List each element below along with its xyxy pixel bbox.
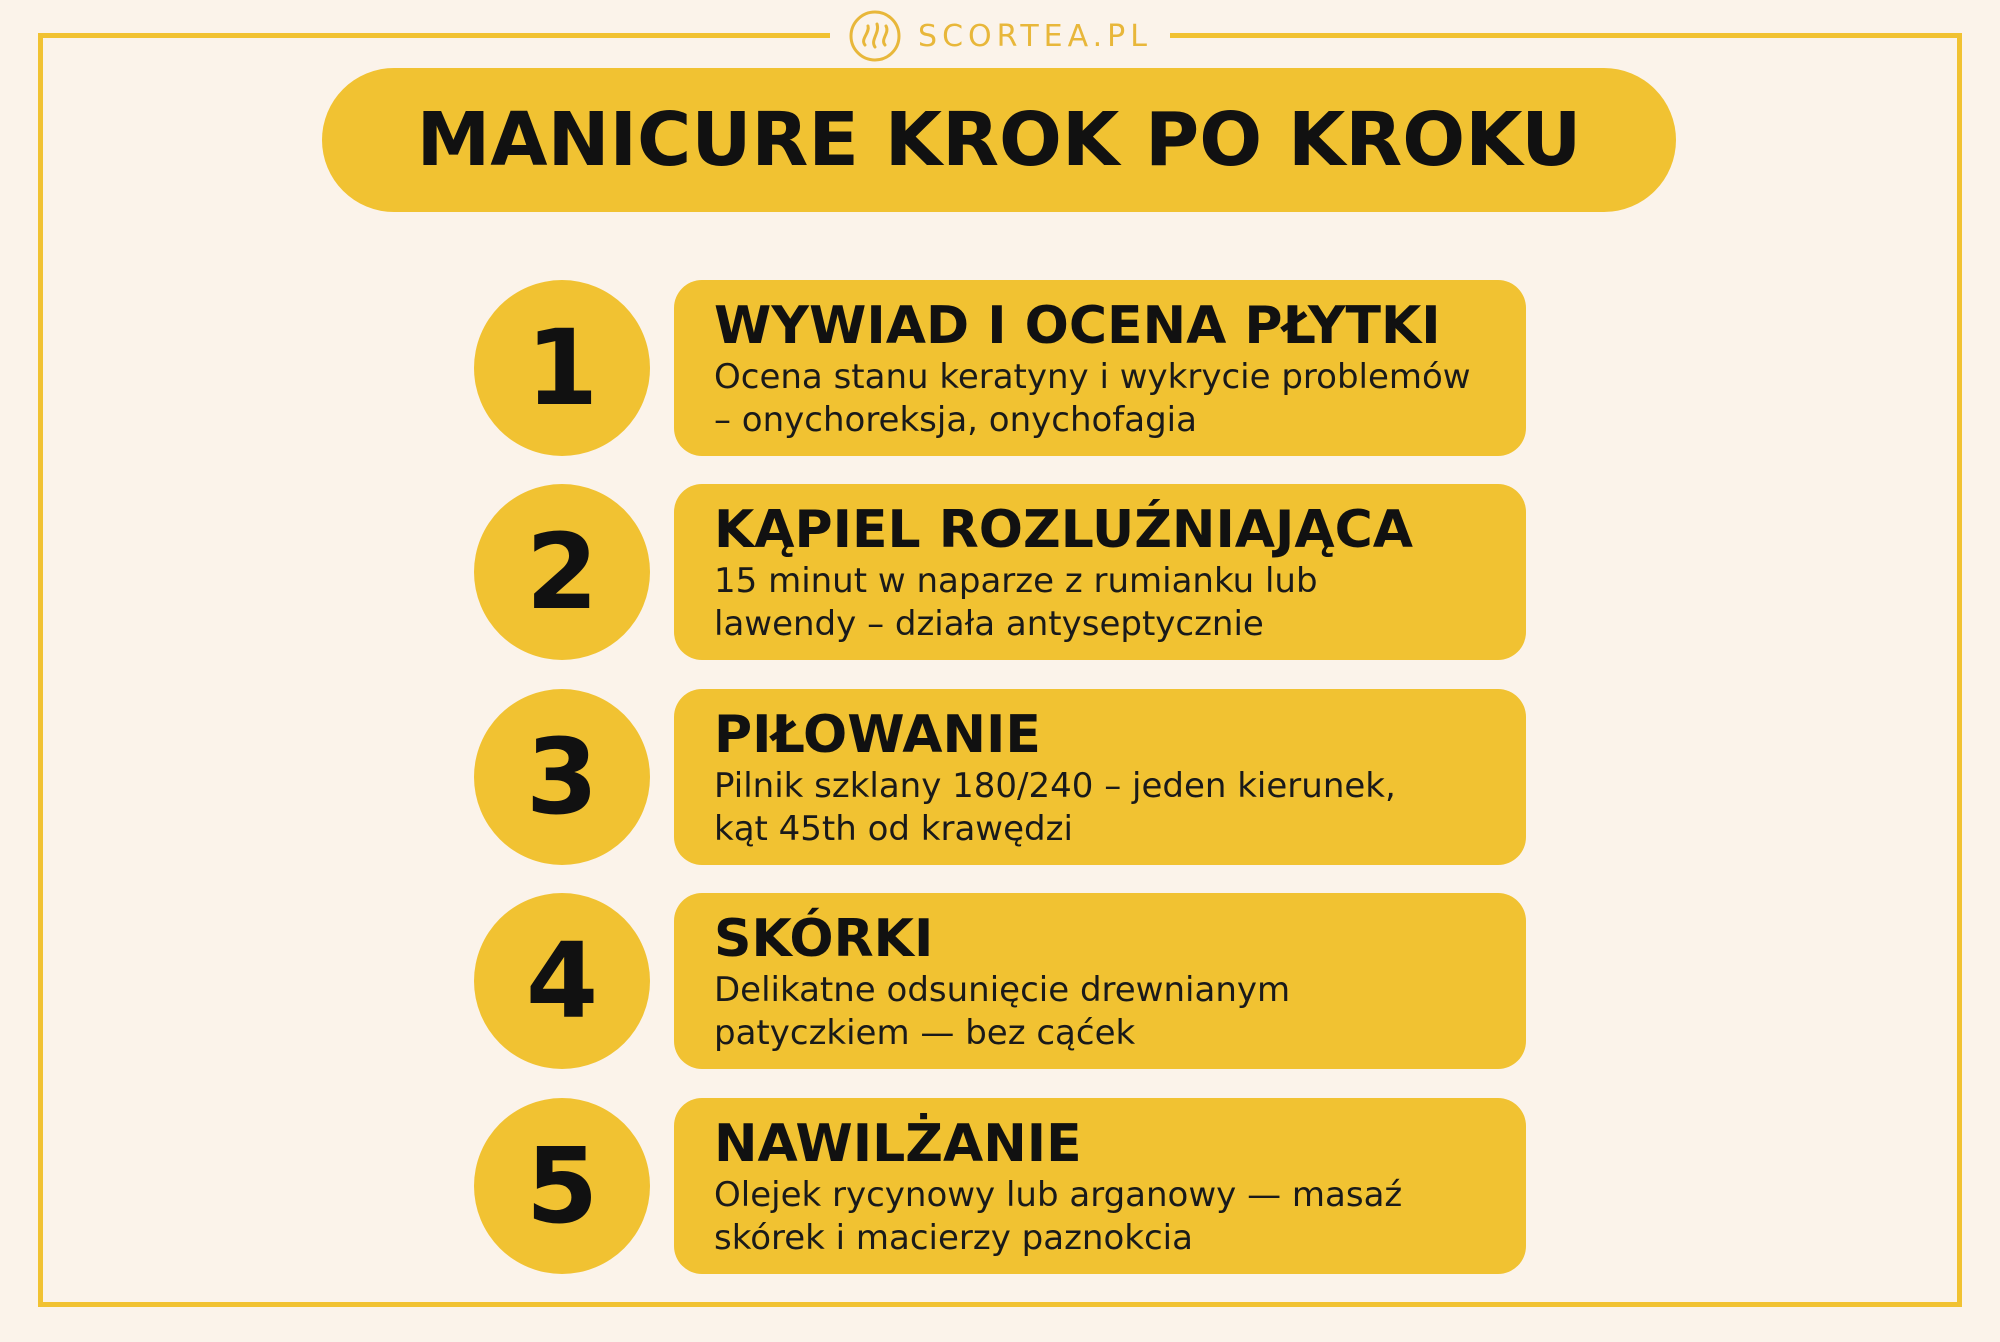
step-card [674, 689, 1526, 865]
step-title: NAWILŻANIE [714, 1114, 1082, 1174]
step-number-badge [474, 1098, 650, 1274]
step-card [674, 280, 1526, 456]
step-title: WYWIAD I OCENA PŁYTKI [714, 296, 1441, 356]
step-title: KĄPIEL ROZLUŹNIAJĄCA [714, 500, 1414, 560]
step-title: PIŁOWANIE [714, 705, 1041, 765]
step-description: 15 minut w naparze z rumianku lub lawendy – działa antyseptycznie [714, 561, 1318, 644]
brand-name: SCORTEA.PL [918, 18, 1152, 54]
step-number: 5 [525, 1125, 599, 1247]
step-description: Ocena stanu keratyny i wykrycie problemów – onychoreksja, onychofagia [714, 357, 1471, 440]
brand-header [830, 8, 1170, 64]
step-card [674, 484, 1526, 660]
step-number: 3 [525, 716, 599, 838]
step-item [0, 484, 2000, 660]
step-number: 4 [525, 920, 599, 1042]
step-card [674, 1098, 1526, 1274]
step-item [0, 893, 2000, 1069]
step-item [0, 1098, 2000, 1274]
scortea-logo-icon [848, 9, 902, 63]
step-number: 1 [525, 307, 599, 429]
step-number-badge [474, 484, 650, 660]
step-number-badge [474, 280, 650, 456]
step-card [674, 893, 1526, 1069]
step-item [0, 280, 2000, 456]
page-title: MANICURE KROK PO KROKU [416, 97, 1582, 183]
step-number: 2 [525, 511, 599, 633]
step-number-badge [474, 689, 650, 865]
title-banner [322, 68, 1676, 212]
step-title: SKÓRKI [714, 909, 934, 969]
step-item [0, 689, 2000, 865]
step-description: Delikatne odsunięcie drewnianym patyczkiem — bez cąćek [714, 970, 1291, 1053]
step-number-badge [474, 893, 650, 1069]
step-description: Pilnik szklany 180/240 – jeden kierunek, kąt 45th od krawędzi [714, 766, 1396, 849]
step-description: Olejek rycynowy lub arganowy — masaź skórek i macierzy paznokcia [714, 1175, 1403, 1258]
